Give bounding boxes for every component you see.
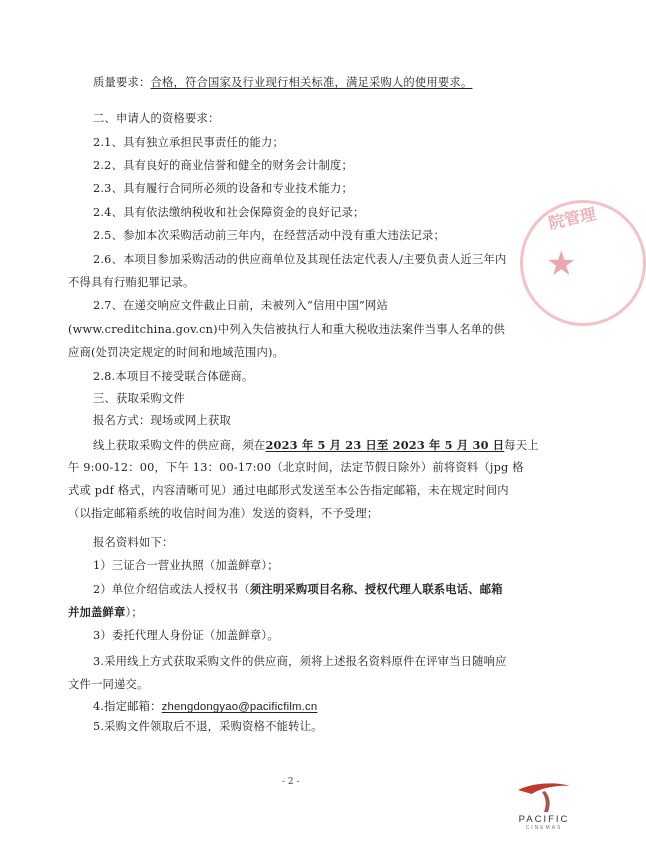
online-line1 — [93, 438, 539, 453]
quality-label: 质量要求： — [93, 76, 151, 89]
online-line4: （以指定邮箱系统的收信时间为准）发送的资料，不予受理； — [68, 507, 379, 520]
quality-text: 合格，符合国家及行业现行相关标准，满足采购人的使用要求。 — [150, 76, 473, 89]
logo-sub: CINEMAS — [525, 825, 563, 831]
email-link[interactable]: zhengdongyao@pacificfilm.cn — [161, 701, 318, 713]
qualification-2-5: 2.5、参加本次采购活动前三年内，在经营活动中没有重大违法记录； — [93, 229, 445, 242]
section-2-title: 二、申请人的资格要求： — [93, 112, 220, 125]
qualification-2-7-line3: 应商(处罚决定规定的时间和地域范围内)。 — [68, 346, 285, 359]
logo-name: PACIFIC — [518, 814, 570, 825]
seal-text: 院管理 — [546, 204, 598, 233]
online-line3: 式或 pdf 格式，内容清晰可见）通过电邮形式发送至本公告指定邮箱，未在规定时间内 — [68, 484, 509, 497]
doc2-bold-2: 并加盖鲜章 — [68, 605, 126, 619]
qualification-2-6-line2: 不得具有行贿犯罪记录。 — [68, 276, 195, 289]
registration-method: 报名方式：现场或网上获取 — [93, 414, 231, 427]
doc2-bold-1: 须注明采购项目名称、授权代理人联系电话、邮箱 — [249, 582, 503, 596]
logo-swoosh-icon — [514, 780, 574, 814]
registration-doc-3: 3）委托代理人身份证（加盖鲜章）。 — [93, 629, 279, 642]
page-number: - 2 - — [282, 777, 300, 787]
qualification-2-1: 2.1、具有独立承担民事责任的能力； — [93, 136, 285, 149]
qualification-2-8: 2.8.本项目不接受联合体磋商。 — [93, 370, 254, 383]
registration-docs-title: 报名资料如下： — [93, 536, 174, 549]
email-label: 4.指定邮箱： — [93, 700, 162, 713]
qualification-2-3: 2.3、具有履行合同所必须的设备和专业技术能力； — [93, 182, 354, 195]
seal-star-icon: ★ — [546, 244, 577, 284]
quality-requirement — [93, 76, 472, 90]
online-line2: 午 9:00-12：00，下午 13：00-17:00（北京时间，法定节假日除外）前将资料（jpg 格 — [68, 461, 524, 474]
registration-doc-2-line2 — [68, 605, 143, 620]
online-line1-a: 线上获取采购文件的供应商，须在 — [93, 439, 266, 452]
online-line1-c: 每天上 — [504, 439, 539, 452]
note-4 — [93, 700, 317, 714]
section-3-title: 三、获取采购文件 — [93, 392, 185, 405]
note-3-line1: 3.采用线上方式获取采购文件的供应商，须将上述报名资料原件在评审当日随响应 — [93, 655, 507, 668]
qualification-2-2: 2.2、具有良好的商业信誉和健全的财务会计制度； — [93, 159, 354, 172]
qualification-2-6-line1: 2.6、本项目参加采购活动的供应商单位及其现任法定代表人/主要负责人近三年内 — [93, 253, 507, 266]
doc2-suffix: ）； — [125, 606, 143, 619]
doc2-prefix: 2）单位介绍信或法人授权书（ — [93, 583, 250, 596]
pacific-cinemas-logo — [502, 780, 582, 834]
note-5: 5.采购文件领取后不退，采购资格不能转让。 — [93, 720, 323, 733]
registration-doc-2 — [93, 582, 503, 597]
registration-doc-1: 1）三证合一营业执照（加盖鲜章）； — [93, 559, 279, 572]
qualification-2-7-line2: (www.creditchina.gov.cn)中列入失信被执行人和重大税收违法案件当事人名单的供 — [68, 323, 506, 336]
qualification-2-4: 2.4、具有依法缴纳税收和社会保障资金的良好记录； — [93, 206, 365, 219]
note-3-line2: 文件一同递交。 — [68, 678, 149, 691]
online-date-range: 2023 年 5 月 23 日至 2023 年 5 月 30 日 — [265, 438, 505, 452]
qualification-2-7-line1: 2.7、在递交响应文件截止日前，未被列入“信用中国”网站 — [93, 299, 388, 312]
